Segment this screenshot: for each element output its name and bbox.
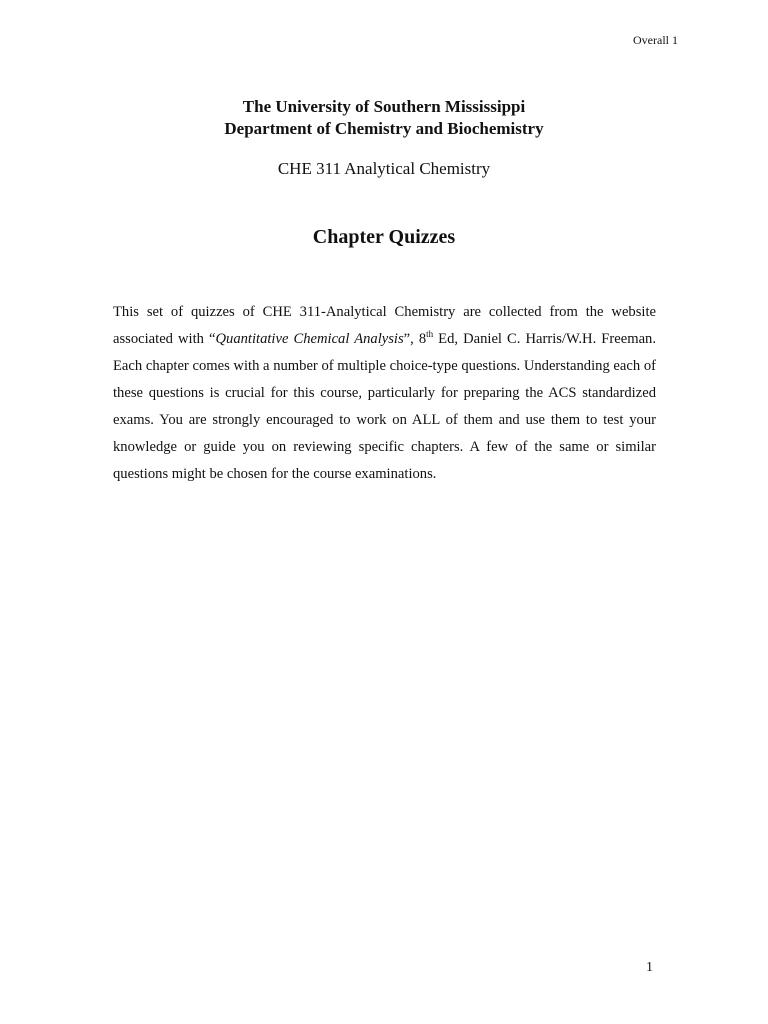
page-title: Chapter Quizzes bbox=[312, 226, 456, 248]
department-name: Department of Chemistry and Biochemistry bbox=[224, 119, 544, 138]
course-title: CHE 311 Analytical Chemistry bbox=[277, 159, 491, 178]
book-title: Quantitative Chemical Analysis bbox=[215, 331, 404, 347]
page-number: 1 bbox=[646, 960, 653, 975]
running-header: Overall 1 bbox=[633, 33, 678, 47]
title-block bbox=[0, 96, 768, 140]
intro-paragraph bbox=[113, 299, 656, 488]
university-name: The University of Southern Mississippi bbox=[242, 97, 526, 116]
intro-text-part1: This set of quizzes of CHE 311-Analytical Chemistry are collected from the website associated with “ bbox=[113, 304, 656, 347]
edition-superscript: th bbox=[426, 329, 434, 340]
intro-text-part2: ”, 8 bbox=[403, 331, 427, 347]
intro-text-part3: Ed, Daniel C. Harris/W.H. Freeman. Each chapter comes with a number of multiple choice-type questions. Understanding each of these questions is crucial for this course, particularly for preparing the ACS standardized exams. You are strongly encouraged to work on ALL of them and use them to test your knowledge or guide you on reviewing specific chapters. A few of the same or similar questions might be chosen for the course examinations. bbox=[113, 331, 656, 482]
